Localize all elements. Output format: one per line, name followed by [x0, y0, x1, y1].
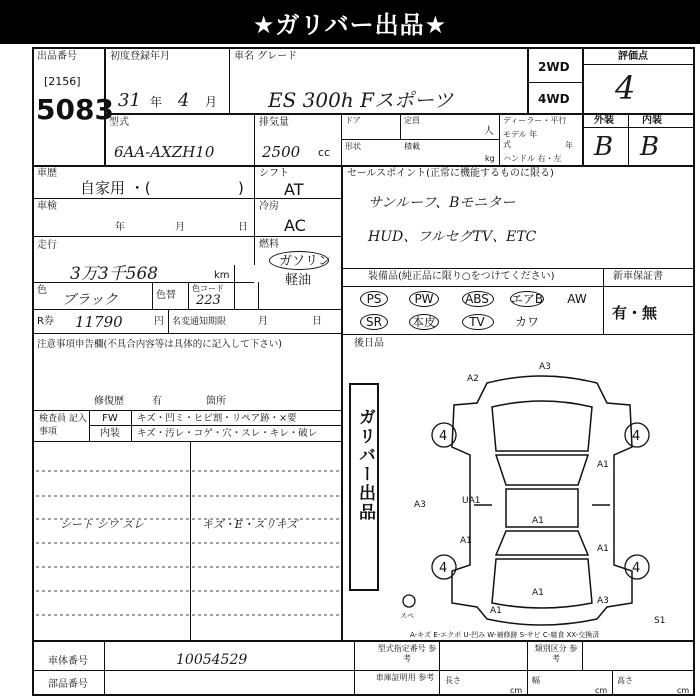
model-year-label: モデル 年式 [503, 130, 538, 149]
warranty-label: 新車保証書 [613, 271, 663, 282]
damage-mark: A3 [597, 596, 609, 606]
grid-line [254, 113, 255, 165]
car-name-label: 車名 グレード [234, 51, 298, 62]
damage-mark: 4 [439, 429, 448, 444]
fw-desc: キズ・凹ミ・ヒビ割・リペア跡・×要 [137, 413, 297, 424]
inspection-day-unit: 日 [238, 222, 248, 233]
color-label: 色 [37, 285, 47, 296]
equip-ps: PS [366, 292, 382, 306]
damage-mark: A1 [532, 516, 544, 526]
seats-unit: 人 [484, 126, 494, 137]
equip-abs: ABS [465, 292, 489, 306]
car-hood [492, 401, 592, 451]
equip-circle [360, 291, 388, 307]
sales-points-line1: サンルーフ、Bモニター [368, 195, 516, 211]
mileage-value: 3万3千568 [70, 264, 159, 284]
repair-value: 有 [152, 396, 162, 407]
displacement-unit: cc [318, 146, 331, 159]
width-label: 幅 [532, 676, 540, 685]
vin-label: 車体番号 [48, 656, 88, 667]
grid-line [168, 309, 169, 333]
repair-label: 修復歴 [94, 396, 124, 407]
warranty-value: 有・無 [612, 304, 658, 322]
fuel-circle [269, 251, 332, 270]
equip-kawa: カワ [514, 315, 539, 329]
damage-mark: A3 [414, 500, 426, 510]
grid-line [354, 670, 695, 671]
damage-mark: 4 [632, 561, 641, 576]
garage-cert-label: 車庫証明用 参考 [375, 673, 435, 682]
type-number-label: 型式指定番号 参考 [377, 644, 437, 663]
score-value: 4 [615, 69, 636, 107]
length-unit: cm [510, 686, 523, 695]
damage-mark: A3 [539, 362, 551, 372]
grid-line [32, 333, 341, 334]
displacement-value: 2500 [262, 143, 301, 161]
capacity-label: 積載 [404, 142, 420, 151]
fuel-label: 燃料 [259, 239, 279, 250]
drive-2wd: 2WD [538, 60, 570, 74]
history-value: 自家用 ・( [80, 179, 151, 197]
equip-aw: AW [567, 292, 587, 306]
height-unit: cm [677, 686, 690, 695]
grid-line [499, 113, 500, 165]
damage-legend: A-キズ E-エクボ U-凹み W-補修跡 S-サビ C-腐食 XX-交換済 [410, 631, 600, 639]
grid-line [341, 268, 695, 269]
length-label: 長さ [445, 676, 461, 685]
grid-line [439, 640, 440, 696]
grid-line [254, 165, 255, 265]
spare-wheel-circle [403, 595, 415, 607]
grid-line [341, 139, 499, 140]
inspector-label: 検査員 記入事項 [39, 414, 87, 437]
displacement-label: 排気量 [259, 117, 289, 128]
parts-label: 部品番号 [48, 679, 88, 690]
aftermarket-label: 後日品 [354, 338, 384, 349]
grid-line [89, 425, 341, 426]
recycle-label: R券 [37, 316, 54, 327]
car-trunk [492, 559, 592, 608]
fw-label: FW [102, 413, 118, 424]
history-close: ) [238, 179, 244, 197]
damage-mark: S1 [654, 616, 666, 626]
grid-line [582, 64, 695, 65]
equip-circle [409, 314, 439, 330]
lot-number-label: 出品番号 [37, 51, 77, 62]
grid-line [32, 236, 341, 237]
equip-circle [409, 291, 439, 307]
width-unit: cm [595, 686, 608, 695]
equip-circle [510, 291, 544, 307]
inspection-month-unit: 月 [175, 222, 185, 233]
remark-seat: シート シワ スレ [60, 518, 144, 531]
damage-mark: A1 [460, 536, 472, 546]
equip-circle [360, 314, 388, 330]
damage-mark: UA1 [462, 496, 481, 506]
equipment-label: 装備品(純正品に限り○をつけてください) [368, 271, 555, 282]
grid-line [131, 410, 132, 441]
recycle-unit: 円 [154, 316, 164, 327]
inspection-label: 車検 [37, 201, 57, 212]
repair-parts-label: 箇所 [206, 396, 226, 407]
banner-title: ★ガリバー出品★ [0, 0, 700, 44]
damage-mark: A1 [490, 606, 502, 616]
height-label: 高さ [617, 676, 633, 685]
grid-line [258, 282, 259, 309]
damage-mark: 4 [632, 429, 641, 444]
exterior-grade: B [594, 132, 614, 162]
shift-value: AT [284, 180, 304, 199]
registration-year-unit: 年 [150, 95, 163, 109]
dealer-label: ディーラー・平行 [503, 116, 567, 125]
car-damage-diagram [392, 355, 692, 640]
model-label: 型式 [109, 117, 129, 128]
damage-mark: A1 [597, 544, 609, 554]
sales-points-label: セールスポイント(正常に機能するものに限る) [347, 168, 554, 179]
mileage-label: 走行 [37, 240, 57, 251]
grid-line [527, 670, 528, 696]
drive-4wd: 4WD [538, 92, 570, 106]
color-code: 223 [196, 293, 221, 308]
damage-mark: A1 [597, 460, 609, 470]
seats-label: 定員 [404, 116, 420, 125]
damage-mark: A1 [532, 588, 544, 598]
tax-month-unit: 月 [258, 316, 268, 327]
model-code: 6AA-AXZH10 [114, 143, 215, 161]
tax-label: 名変通知期限 [172, 317, 227, 327]
grid-line [32, 165, 695, 167]
model-year-unit: 年 [565, 141, 573, 150]
recycle-value: 11790 [75, 313, 123, 331]
equip-airbag: エアB [510, 292, 544, 306]
grid-line [341, 165, 343, 640]
color-value: ブラック [62, 292, 118, 308]
grid-line [32, 670, 354, 671]
car-rear-window [496, 531, 588, 555]
grid-line [354, 640, 355, 696]
grid-line [603, 268, 604, 334]
notes-dashed-lines [36, 441, 340, 640]
sales-points-line2: HUD、フルセグTV、ETC [368, 229, 537, 245]
lot-number: 5083 [36, 93, 114, 126]
fuel-diesel: 軽油 [285, 273, 312, 288]
grid-line [234, 265, 235, 309]
damage-mark: スペ [400, 612, 414, 620]
grid-line [341, 334, 695, 335]
grid-line [527, 82, 582, 83]
interior-grade: B [640, 132, 660, 162]
score-label: 評価点 [618, 51, 648, 62]
shift-label: シフト [259, 168, 289, 179]
damage-mark: A2 [467, 374, 479, 384]
equip-pw: PW [414, 292, 434, 306]
handle-label: ハンドル 右・左 [503, 154, 562, 163]
side-label: ガリバー出品 [355, 408, 375, 522]
grid-line [152, 282, 153, 309]
car-name: ES 300h Fスポーツ [268, 88, 454, 112]
equip-circle [462, 314, 494, 330]
vin-value: 10054529 [176, 652, 248, 668]
interior-label: 内装 [642, 115, 662, 126]
inspection-year-unit: 年 [115, 222, 125, 233]
grid-line [188, 282, 189, 309]
interior-row-label: 内装 [100, 428, 120, 439]
equip-circle [462, 291, 494, 307]
grid-line [32, 410, 341, 411]
color-change-label: 色替 [156, 290, 176, 301]
lot-code: [2156] [44, 75, 81, 88]
shape-label: 形状 [345, 142, 361, 151]
grid-line [582, 640, 583, 670]
grid-line [104, 640, 105, 696]
registration-year: 31 [118, 90, 141, 111]
grid-line [229, 47, 230, 115]
exterior-label: 外装 [594, 115, 614, 126]
registration-month: 4 [178, 90, 190, 111]
fuel-gasoline: ガソリン [279, 254, 332, 269]
registration-label: 初度登録年月 [110, 51, 170, 62]
grid-line [32, 309, 341, 310]
grid-line [400, 113, 401, 139]
category-label: 類別区分 参考 [534, 644, 578, 663]
doors-label: ドア [345, 116, 361, 125]
registration-month-unit: 月 [205, 95, 218, 109]
remark-scratch: キズ・E・スリキズ [202, 518, 298, 531]
grid-line [341, 286, 695, 287]
color-code-label: 色コード [192, 284, 224, 293]
car-windshield [496, 455, 588, 485]
capacity-unit: kg [485, 154, 495, 163]
equip-tv: TV [469, 315, 485, 329]
grid-line [527, 640, 528, 670]
mileage-unit: km [214, 270, 230, 281]
equip-sr: SR [366, 315, 382, 329]
damage-mark: 4 [439, 561, 448, 576]
grid-line [32, 640, 695, 642]
tax-day-unit: 日 [312, 316, 322, 327]
notes-label: 注意事項申告欄(不具合内容等は具体的に記入して下さい) [37, 339, 282, 350]
ac-value: AC [284, 216, 306, 235]
grid-line [628, 113, 629, 165]
ac-label: 冷房 [259, 201, 279, 212]
grid-line [582, 127, 695, 128]
grid-line [527, 47, 529, 115]
history-label: 車歴 [37, 168, 57, 179]
equip-leather: 本皮 [411, 315, 436, 329]
grid-line [612, 670, 613, 696]
interior-row-desc: キズ・汚レ・コゲ・穴・スレ・キレ・破レ [137, 428, 318, 439]
